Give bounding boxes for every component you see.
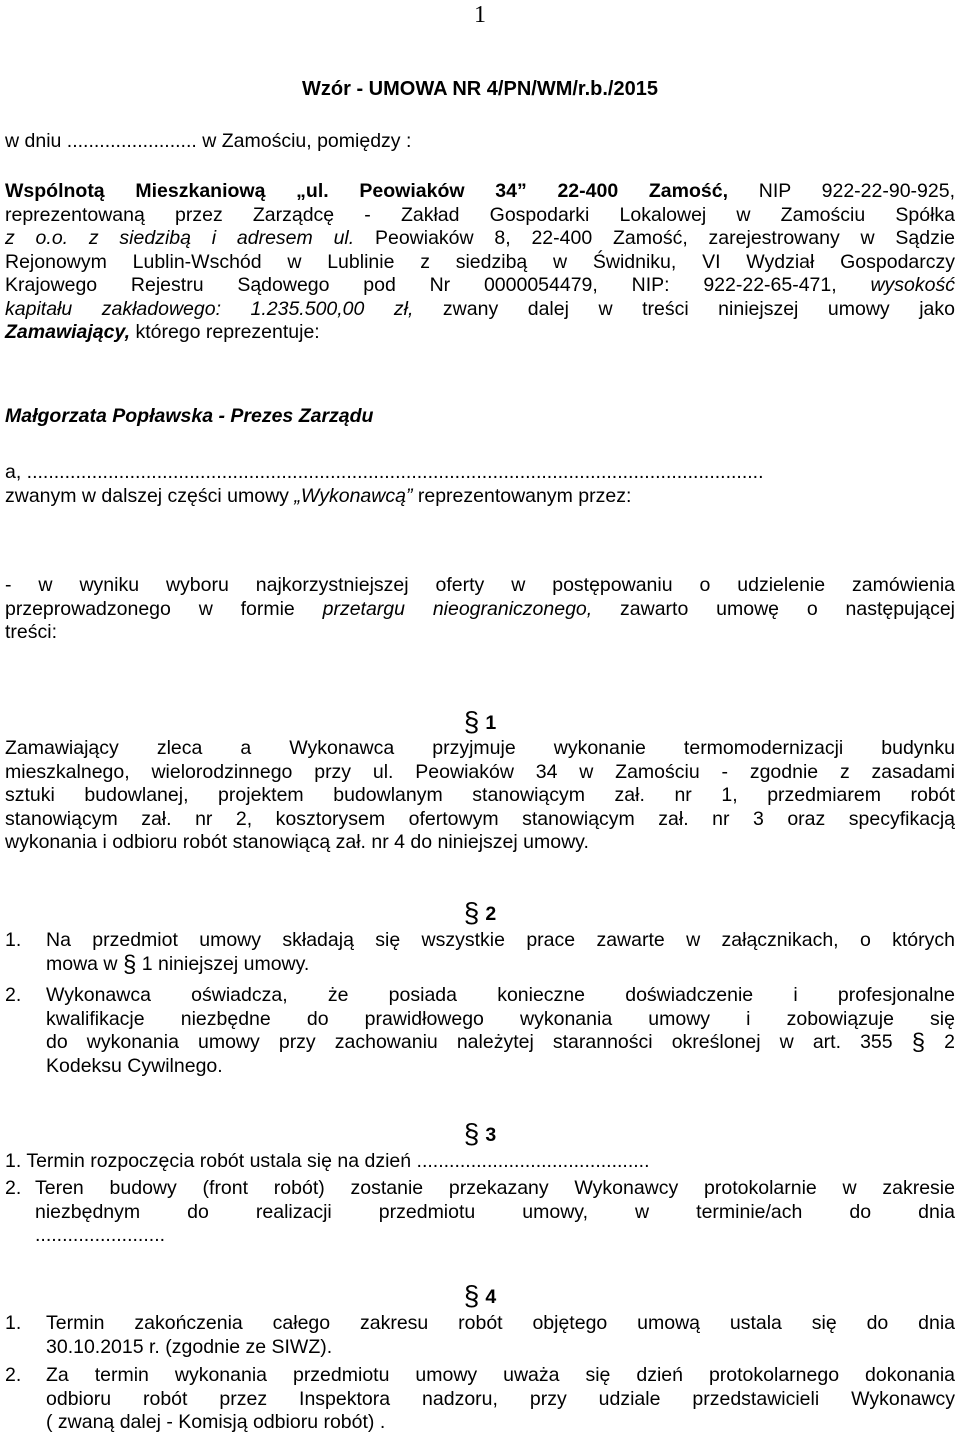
intro-line: w dniu ........................ w Zamościu, pomiędzy : — [5, 130, 412, 152]
page-number: 1 — [474, 2, 486, 28]
section-3-item-1: 1. Termin rozpoczęcia robót ustala się na dzień ........................................... — [5, 1150, 650, 1172]
section-4-item-1: 1. Termin zakończenia całego zakresu robót objętego umową ustala się do dnia 30.10.2015 r. (zgodnie ze SIWZ). — [5, 1312, 955, 1358]
section-symbol: § — [911, 1029, 926, 1056]
section-4-heading: § 4 — [463, 1280, 497, 1311]
section-2-item-1: 1. Na przedmiot umowy składają się wszystkie prace zawarte w załącznikach, o których mowa w § 1 niniejszej umowy. — [5, 929, 955, 978]
section-symbol: § — [463, 1280, 480, 1311]
section-symbol: § — [463, 706, 480, 737]
party1-block: Wspólnotą Mieszkaniową „ul. Peowiaków 34” 22-400 Zamość, NIP 922-22-90-925, reprezentowaną przez Zarządcę - Zakład Gospodarki Lokalowej w Zamościu Spółka z o.o. z siedzibą i adresem ul. Peowiaków 8, 22-400 Zamość, zarejestrowany w Sądzie Rejonowym Lublin-Wschód w Lublinie z siedzibą w Świdniku, VI Wydział Gospodarczy Krajowego Rejestru Sądowego pod Nr 0000054479, NIP: 922-22-65-471, wysokość kapitału zakładowego: 1.235.500,00 zł, zwany dalej w treści niniejszej umowy jako Zamawiający, którego reprezentuje: — [5, 180, 955, 343]
representative-name: Małgorzata Popławska - Prezes Zarządu — [5, 405, 374, 427]
section-2-heading: § 2 — [463, 897, 497, 928]
section-symbol: § — [463, 1118, 480, 1149]
section-3-heading: § 3 — [463, 1118, 497, 1149]
party2-block: a, ........................................................................................................................................ zwanym w dalszej części umowy „Wykonawcą” reprezentowanym przez: — [5, 461, 764, 507]
section-4-item-2: 2. Za termin wykonania przedmiotu umowy uważa się dzień protokolarnego dokonania odbioru robót przez Inspektora nadzoru, przy udziale przedstawicieli Wykonawcy ( zwaną dalej - Komisją odbioru robót) . — [5, 1364, 955, 1433]
section-3-item-2: 2. Teren budowy (front robót) zostanie przekazany Wykonawcy protokolarnie w zakresie niezbędnym do realizacji przedmiotu umowy, w terminie/ach do dnia ........................ — [5, 1177, 955, 1246]
section-symbol: § — [122, 950, 137, 978]
contract-title: Wzór - UMOWA NR 4/PN/WM/r.b./2015 — [302, 78, 658, 100]
section-1-text: Zamawiający zleca a Wykonawca przyjmuje wykonanie termomodernizacji budynku mieszkalnego, wielorodzinnego przy ul. Peowiaków 34 w Zamościu - zgodnie z zasadami sztuki budowlanej, projektem budowlanym stanowiącym zał. nr 1, przedmiarem robót stanowiącym zał. nr 2, kosztorysem ofertowym stanowiącym zał. nr 3 oraz specyfikacją wykonania i odbioru robót stanowiącą zał. nr 4 do niniejszej umowy. — [5, 737, 955, 853]
section-2-item-2: 2. Wykonawca oświadcza, że posiada konieczne doświadczenie i profesjonalne kwalifikacje niezbędne do prawidłowego wykonania umowy i zobowiązuje się do wykonania umowy przy zachowaniu należytej staranności określonej w art. 355 § 2 Kodeksu Cywilnego. — [5, 984, 955, 1077]
outcome-block: - w wyniku wyboru najkorzystniejszej oferty w postępowaniu o udzielenie zamówienia przeprowadzonego w formie przetargu nieograniczonego, zawarto umowę o następującej treści: — [5, 574, 955, 643]
section-1-heading: § 1 — [463, 706, 497, 737]
section-symbol: § — [463, 897, 480, 928]
